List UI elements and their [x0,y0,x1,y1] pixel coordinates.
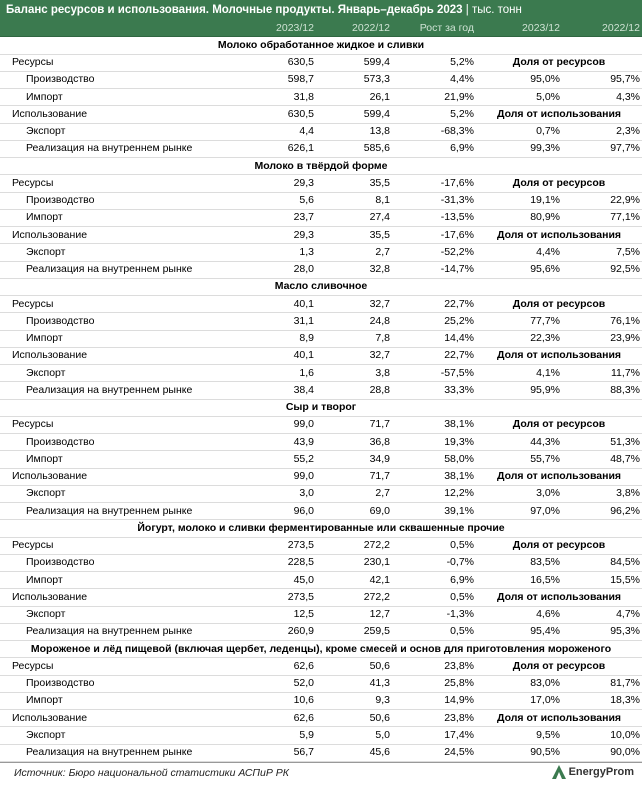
share-caption: Доля от использования [476,227,642,244]
share-2022: 88,3% [562,382,642,399]
share-2023: 44,3% [476,434,562,451]
table-row [0,416,642,433]
share-2022: 23,9% [562,330,642,347]
row-label: Использование [0,468,240,485]
growth-value: 12,2% [392,485,476,502]
share-2022: 3,8% [562,485,642,502]
value-2023: 1,6 [240,365,316,382]
section-header-row [0,37,642,54]
value-2023: 56,7 [240,744,316,761]
row-label: Использование [0,347,240,364]
growth-value: 24,5% [392,744,476,761]
growth-value: 58,0% [392,451,476,468]
share-2022: 97,7% [562,140,642,157]
value-2023: 62,6 [240,658,316,675]
value-2023: 5,9 [240,727,316,744]
table-row [0,347,642,364]
table-row [0,313,642,330]
table-row [0,451,642,468]
value-2022: 42,1 [316,572,392,589]
share-2023: 16,5% [476,572,562,589]
growth-value: 33,3% [392,382,476,399]
section-title: Молоко в твёрдой форме [0,158,642,175]
table-row [0,175,642,192]
row-label: Реализация на внутреннем рынке [0,140,240,157]
table-row [0,261,642,278]
table-title [0,0,642,20]
row-label: Производство [0,675,240,692]
row-label: Ресурсы [0,296,240,313]
share-2022: 77,1% [562,209,642,226]
table-row [0,589,642,606]
row-label: Реализация на внутреннем рынке [0,382,240,399]
row-label: Использование [0,710,240,727]
section-header-row [0,278,642,295]
table-row [0,89,642,106]
growth-value: 39,1% [392,503,476,520]
value-2022: 71,7 [316,468,392,485]
table-row [0,140,642,157]
section-header-row [0,158,642,175]
share-caption: Доля от использования [476,106,642,123]
growth-value: -17,6% [392,227,476,244]
share-2023: 4,4% [476,244,562,261]
share-2023: 9,5% [476,727,562,744]
table-row [0,623,642,640]
table-row [0,244,642,261]
growth-value: 23,8% [392,658,476,675]
table-row [0,434,642,451]
value-2022: 573,3 [316,71,392,88]
value-2023: 630,5 [240,106,316,123]
value-2023: 40,1 [240,296,316,313]
value-2022: 24,8 [316,313,392,330]
value-2022: 71,7 [316,416,392,433]
value-2023: 52,0 [240,675,316,692]
header-cell: 2022/12 [562,20,642,37]
share-2022: 2,3% [562,123,642,140]
share-2023: 17,0% [476,692,562,709]
share-2022: 95,3% [562,623,642,640]
table-row [0,485,642,502]
table-row [0,606,642,623]
growth-value: -17,6% [392,175,476,192]
value-2023: 5,6 [240,192,316,209]
value-2022: 8,1 [316,192,392,209]
table-row [0,365,642,382]
growth-value: 23,8% [392,710,476,727]
share-2022: 4,7% [562,606,642,623]
value-2022: 28,8 [316,382,392,399]
share-2023: 5,0% [476,89,562,106]
header-cell [0,20,240,37]
header-row [0,20,642,37]
value-2022: 3,8 [316,365,392,382]
share-2023: 99,3% [476,140,562,157]
share-caption: Доля от ресурсов [476,416,642,433]
growth-value: -14,7% [392,261,476,278]
growth-value: 25,8% [392,675,476,692]
row-label: Импорт [0,692,240,709]
row-label: Использование [0,589,240,606]
share-2023: 95,0% [476,71,562,88]
value-2022: 585,6 [316,140,392,157]
value-2022: 69,0 [316,503,392,520]
row-label: Ресурсы [0,658,240,675]
growth-value: -13,5% [392,209,476,226]
row-label: Импорт [0,572,240,589]
value-2022: 50,6 [316,710,392,727]
value-2022: 32,7 [316,296,392,313]
value-2022: 7,8 [316,330,392,347]
value-2023: 228,5 [240,554,316,571]
value-2023: 8,9 [240,330,316,347]
share-caption: Доля от ресурсов [476,658,642,675]
table-row [0,658,642,675]
balance-table [0,20,642,762]
row-label: Экспорт [0,123,240,140]
footer [0,762,642,785]
value-2022: 599,4 [316,106,392,123]
table-row [0,710,642,727]
row-label: Производство [0,434,240,451]
table-row [0,209,642,226]
value-2022: 259,5 [316,623,392,640]
row-label: Реализация на внутреннем рынке [0,503,240,520]
row-label: Производство [0,71,240,88]
table-row [0,227,642,244]
growth-value: 38,1% [392,416,476,433]
table-row [0,71,642,88]
growth-value: -1,3% [392,606,476,623]
value-2023: 630,5 [240,54,316,71]
growth-value: 14,4% [392,330,476,347]
value-2023: 10,6 [240,692,316,709]
table-row [0,692,642,709]
row-label: Ресурсы [0,175,240,192]
table-row [0,54,642,71]
share-2023: 55,7% [476,451,562,468]
section-header-row [0,641,642,658]
table-row [0,554,642,571]
table-row [0,382,642,399]
value-2023: 31,8 [240,89,316,106]
table-row [0,727,642,744]
header-cell: 2022/12 [316,20,392,37]
growth-value: 5,2% [392,106,476,123]
row-label: Экспорт [0,485,240,502]
row-label: Импорт [0,451,240,468]
row-label: Производство [0,192,240,209]
share-2022: 76,1% [562,313,642,330]
share-2023: 22,3% [476,330,562,347]
share-caption: Доля от ресурсов [476,537,642,554]
growth-value: 0,5% [392,537,476,554]
value-2022: 2,7 [316,485,392,502]
value-2022: 45,6 [316,744,392,761]
section-title: Мороженое и лёд пищевой (включая щербет, леденцы), кроме смесей и основ для приготовления мороженого [0,641,642,658]
growth-value: 38,1% [392,468,476,485]
row-label: Импорт [0,89,240,106]
growth-value: 6,9% [392,572,476,589]
value-2022: 35,5 [316,227,392,244]
value-2023: 55,2 [240,451,316,468]
share-2023: 83,0% [476,675,562,692]
share-2022: 11,7% [562,365,642,382]
growth-value: -52,2% [392,244,476,261]
growth-value: -0,7% [392,554,476,571]
header-cell: Рост за год [392,20,476,37]
value-2022: 32,7 [316,347,392,364]
row-label: Реализация на внутреннем рынке [0,744,240,761]
value-2023: 1,3 [240,244,316,261]
value-2023: 626,1 [240,140,316,157]
section-header-row [0,520,642,537]
value-2022: 9,3 [316,692,392,709]
header-cell: 2023/12 [476,20,562,37]
table-row [0,572,642,589]
value-2023: 31,1 [240,313,316,330]
share-2022: 7,5% [562,244,642,261]
table-row [0,106,642,123]
growth-value: -31,3% [392,192,476,209]
section-title: Молоко обработанное жидкое и сливки [0,37,642,54]
table-row [0,296,642,313]
row-label: Ресурсы [0,54,240,71]
value-2022: 34,9 [316,451,392,468]
value-2023: 12,5 [240,606,316,623]
growth-value: 4,4% [392,71,476,88]
share-2023: 97,0% [476,503,562,520]
share-2023: 4,1% [476,365,562,382]
share-2022: 51,3% [562,434,642,451]
value-2023: 4,4 [240,123,316,140]
table-row [0,503,642,520]
value-2023: 273,5 [240,589,316,606]
row-label: Экспорт [0,244,240,261]
value-2022: 50,6 [316,658,392,675]
share-2023: 77,7% [476,313,562,330]
share-caption: Доля от использования [476,710,642,727]
share-2022: 48,7% [562,451,642,468]
row-label: Использование [0,106,240,123]
value-2023: 28,0 [240,261,316,278]
title-unit: | тыс. тонн [462,4,522,16]
value-2022: 27,4 [316,209,392,226]
growth-value: 14,9% [392,692,476,709]
value-2023: 40,1 [240,347,316,364]
growth-value: 22,7% [392,296,476,313]
value-2022: 35,5 [316,175,392,192]
energyprom-logo-icon [552,765,566,779]
share-2023: 90,5% [476,744,562,761]
title-main: Баланс ресурсов и использования. Молочные продукты. Январь–декабрь 2023 [6,4,463,16]
table-row [0,675,642,692]
growth-value: 25,2% [392,313,476,330]
growth-value: 5,2% [392,54,476,71]
share-caption: Доля от ресурсов [476,175,642,192]
share-2022: 96,2% [562,503,642,520]
row-label: Экспорт [0,365,240,382]
share-2023: 83,5% [476,554,562,571]
share-2023: 3,0% [476,485,562,502]
logo [552,765,634,779]
table-row [0,537,642,554]
row-label: Экспорт [0,727,240,744]
growth-value: 19,3% [392,434,476,451]
row-label: Ресурсы [0,537,240,554]
value-2023: 62,6 [240,710,316,727]
share-2022: 10,0% [562,727,642,744]
section-title: Масло сливочное [0,278,642,295]
row-label: Использование [0,227,240,244]
logo-text: EnergyProm [568,765,634,778]
value-2023: 96,0 [240,503,316,520]
growth-value: 6,9% [392,140,476,157]
share-2022: 84,5% [562,554,642,571]
share-caption: Доля от ресурсов [476,54,642,71]
table-row [0,192,642,209]
table-row [0,744,642,761]
value-2022: 12,7 [316,606,392,623]
value-2023: 45,0 [240,572,316,589]
value-2022: 41,3 [316,675,392,692]
share-2023: 95,6% [476,261,562,278]
value-2023: 43,9 [240,434,316,451]
row-label: Реализация на внутреннем рынке [0,623,240,640]
share-caption: Доля от использования [476,589,642,606]
value-2023: 99,0 [240,468,316,485]
value-2022: 272,2 [316,537,392,554]
section-title: Йогурт, молоко и сливки ферментированные или сквашенные прочие [0,520,642,537]
value-2023: 23,7 [240,209,316,226]
growth-value: 0,5% [392,589,476,606]
row-label: Импорт [0,209,240,226]
section-header-row [0,399,642,416]
value-2022: 32,8 [316,261,392,278]
growth-value: 0,5% [392,623,476,640]
share-caption: Доля от ресурсов [476,296,642,313]
share-2023: 95,4% [476,623,562,640]
value-2022: 230,1 [316,554,392,571]
share-caption: Доля от использования [476,468,642,485]
share-2023: 4,6% [476,606,562,623]
growth-value: -57,5% [392,365,476,382]
table-row [0,468,642,485]
value-2023: 598,7 [240,71,316,88]
header-cell: 2023/12 [240,20,316,37]
row-label: Импорт [0,330,240,347]
share-2022: 18,3% [562,692,642,709]
row-label: Экспорт [0,606,240,623]
value-2022: 2,7 [316,244,392,261]
table-row [0,330,642,347]
share-2022: 95,7% [562,71,642,88]
share-caption: Доля от использования [476,347,642,364]
share-2022: 22,9% [562,192,642,209]
source-note: Источник: Бюро национальной статистики АСПиР РК [14,766,289,779]
share-2022: 90,0% [562,744,642,761]
share-2023: 95,9% [476,382,562,399]
share-2022: 15,5% [562,572,642,589]
row-label: Производство [0,313,240,330]
value-2022: 13,8 [316,123,392,140]
value-2023: 273,5 [240,537,316,554]
value-2023: 3,0 [240,485,316,502]
value-2022: 599,4 [316,54,392,71]
value-2022: 36,8 [316,434,392,451]
row-label: Производство [0,554,240,571]
section-title: Сыр и творог [0,399,642,416]
share-2022: 92,5% [562,261,642,278]
table-row [0,123,642,140]
row-label: Ресурсы [0,416,240,433]
value-2022: 272,2 [316,589,392,606]
value-2022: 26,1 [316,89,392,106]
share-2022: 4,3% [562,89,642,106]
growth-value: 17,4% [392,727,476,744]
value-2023: 29,3 [240,175,316,192]
row-label: Реализация на внутреннем рынке [0,261,240,278]
share-2022: 81,7% [562,675,642,692]
value-2023: 99,0 [240,416,316,433]
growth-value: 21,9% [392,89,476,106]
share-2023: 19,1% [476,192,562,209]
growth-value: 22,7% [392,347,476,364]
value-2022: 5,0 [316,727,392,744]
value-2023: 29,3 [240,227,316,244]
growth-value: -68,3% [392,123,476,140]
value-2023: 38,4 [240,382,316,399]
value-2023: 260,9 [240,623,316,640]
share-2023: 80,9% [476,209,562,226]
share-2023: 0,7% [476,123,562,140]
